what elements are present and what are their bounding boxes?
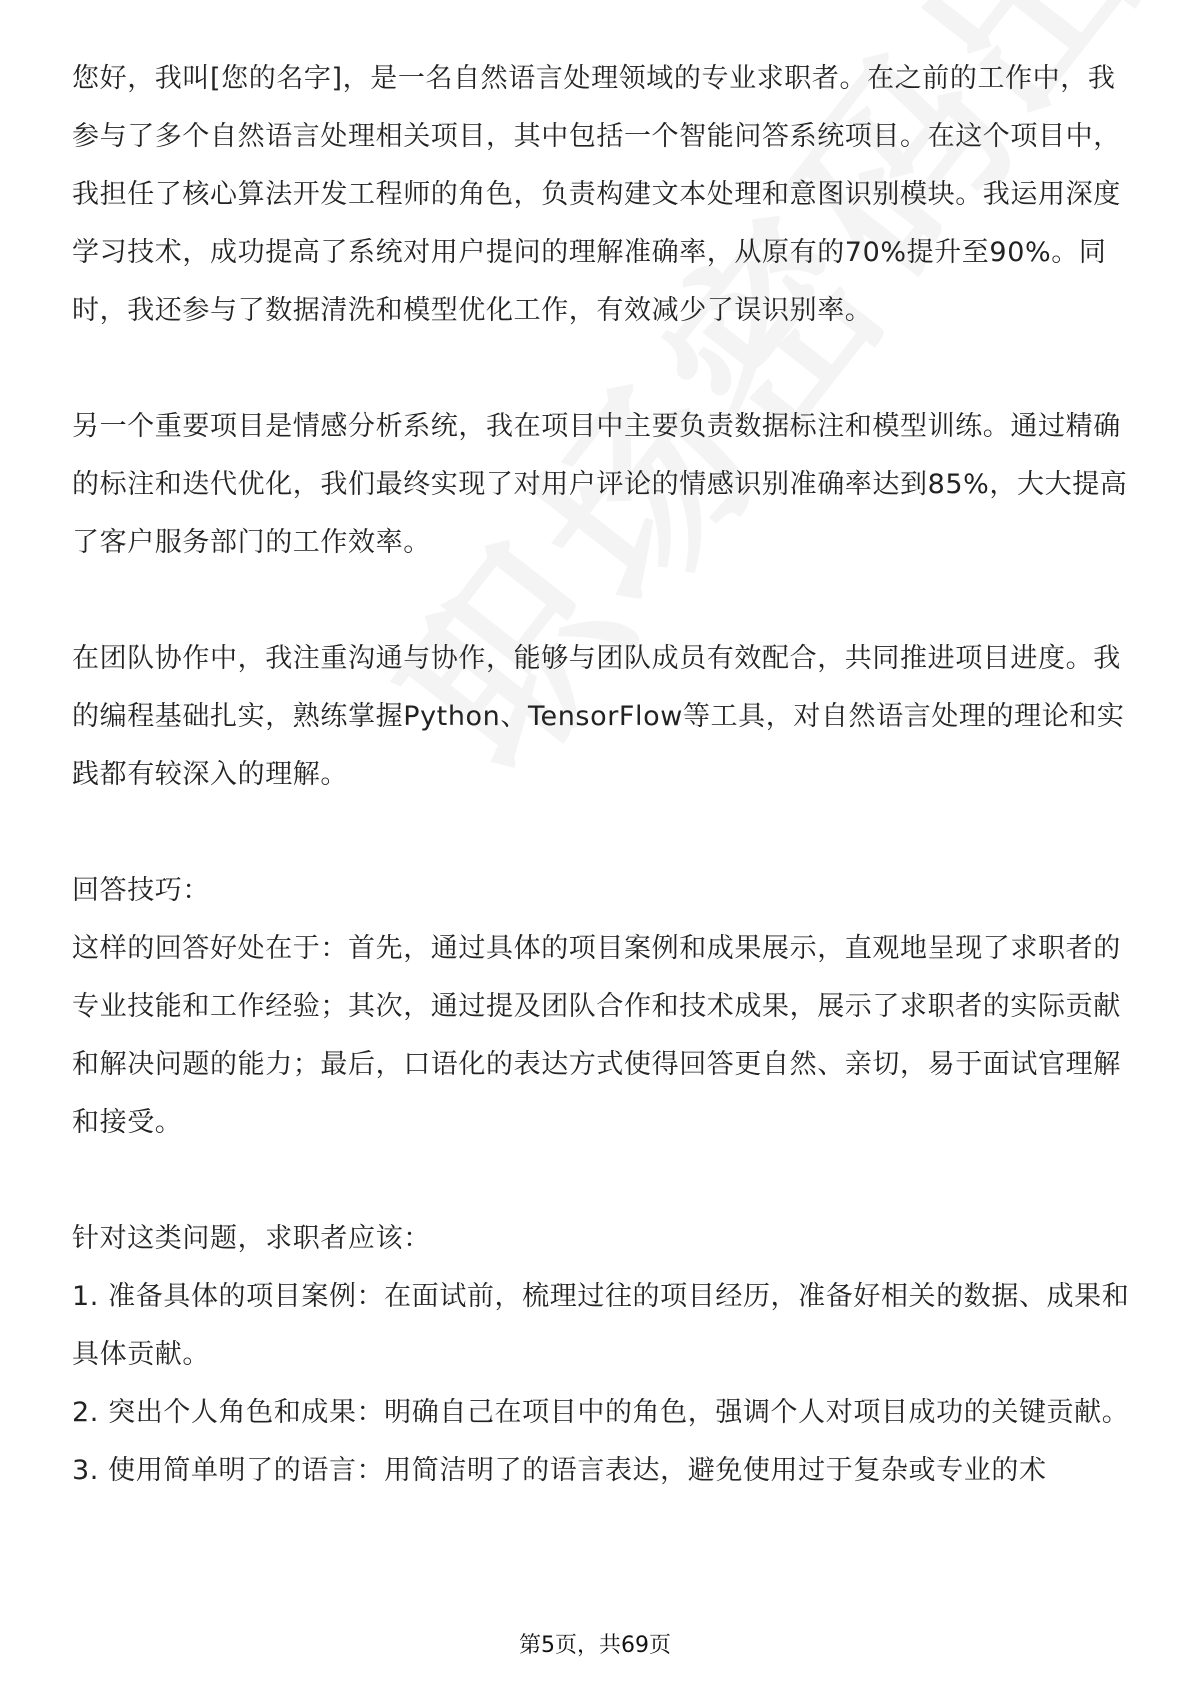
advice-item: 1. 准备具体的项目案例：在面试前，梳理过往的项目经历，准备好相关的数据、成果和具体贡献。 bbox=[72, 1281, 1130, 1370]
paragraph-spacer bbox=[72, 572, 1132, 630]
paragraph-intro: 您好，我叫[您的名字]，是一名自然语言处理领域的专业求职者。在之前的工作中，我参与了多个自然语言处理相关项目，其中包括一个智能问答系统项目。在这个项目中，我担任了核心算法开发工程师的角色，负责构建文本处理和意图识别模块。我运用深度学习技术，成功提高了系统对用户提问的理解准确率，从原有的70%提升至90%。同时，我还参与了数据清洗和模型优化工作，有效减少了误识别率。 bbox=[72, 63, 1121, 326]
advice-item: 3. 使用简单明了的语言：用简洁明了的语言表达，避免使用过于复杂或专业的术 bbox=[72, 1455, 1047, 1486]
paragraph-spacer bbox=[72, 804, 1132, 862]
advice-item: 2. 突出个人角色和成果：明确自己在项目中的角色，强调个人对项目成功的关键贡献。 bbox=[72, 1397, 1130, 1428]
tips-body: 这样的回答好处在于：首先，通过具体的项目案例和成果展示，直观地呈现了求职者的专业技能和工作经验；其次，通过提及团队合作和技术成果，展示了求职者的实际贡献和解决问题的能力；最后，口语化的表达方式使得回答更自然、亲切，易于面试官理解和接受。 bbox=[72, 933, 1121, 1138]
paragraph-spacer bbox=[72, 340, 1132, 398]
page-number: 第5页，共69页 bbox=[519, 1633, 671, 1658]
paragraph-spacer bbox=[72, 1152, 1132, 1210]
paragraph-sentiment-project: 另一个重要项目是情感分析系统，我在项目中主要负责数据标注和模型训练。通过精确的标注和迭代优化，我们最终实现了对用户评论的情感识别准确率达到85%，大大提高了客户服务部门的工作效率。 bbox=[72, 411, 1128, 558]
paragraph-teamwork: 在团队协作中，我注重沟通与协作，能够与团队成员有效配合，共同推进项目进度。我的编程基础扎实，熟练掌握Python、TensorFlow等工具，对自然语言处理的理论和实践都有较深入的理解。 bbox=[72, 643, 1125, 790]
advice-heading: 针对这类问题，求职者应该： bbox=[72, 1223, 431, 1254]
tips-heading: 回答技巧： bbox=[72, 875, 210, 906]
document-body bbox=[72, 50, 1132, 1500]
